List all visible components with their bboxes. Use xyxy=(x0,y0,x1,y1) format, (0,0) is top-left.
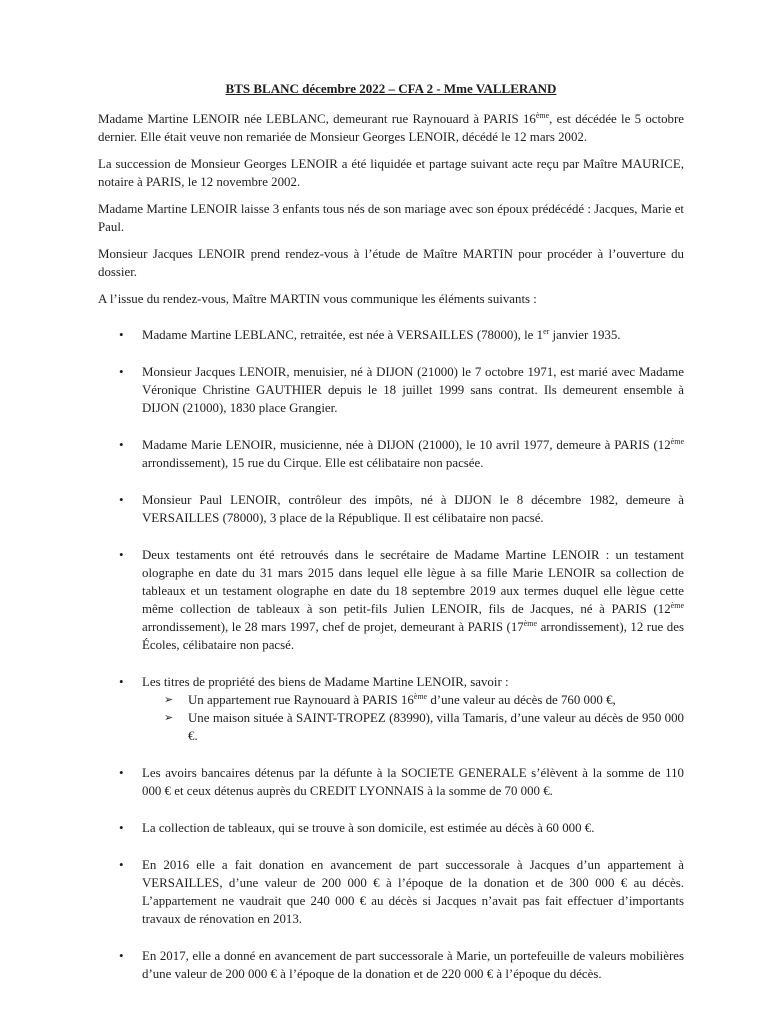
fact-item-properties xyxy=(98,673,684,745)
intro-paragraph-5: A l’issue du rendez-vous, Maître MARTIN vous communique les éléments suivants : xyxy=(98,292,537,306)
document-title: BTS BLANC décembre 2022 – CFA 2 - Mme VALLERAND xyxy=(225,81,557,96)
ordinal-suffix: ème xyxy=(413,692,428,701)
intro-paragraph-1: Madame Martine LENOIR née LEBLANC, demeurant rue Raynouard à PARIS 16ème, est décédée le 5 octobre dernier. Elle était veuve non remariée de Monsieur Georges LENOIR, décédé le 12 mars 2002. xyxy=(98,111,684,144)
fact-item-donation-2016 xyxy=(98,856,684,928)
fact-item-martine xyxy=(98,326,684,344)
ordinal-suffix: er xyxy=(543,327,550,336)
intro-paragraph-3: Madame Martine LENOIR laisse 3 enfants tous nés de son mariage avec son époux prédécédé : Jacques, Marie et Paul. xyxy=(98,202,684,234)
fact-text: Les avoirs bancaires détenus par la défunte à la SOCIETE GENERALE s’élèvent à la somme de 110 000 € et ceux détenus auprès du CREDIT LYONNAIS à la somme de 70 000 €. xyxy=(142,766,684,798)
ordinal-suffix: ème xyxy=(523,619,538,628)
fact-text: La collection de tableaux, qui se trouve à son domicile, est estimée au décès à 60 000 €. xyxy=(142,821,595,835)
fact-text: En 2017, elle a donné en avancement de part successorale à Marie, un portefeuille de valeurs mobilières d’une valeur de 200 000 € à l’époque de la donation et de 220 000 € à l’époque du décès. xyxy=(142,949,684,981)
ordinal-suffix: ème xyxy=(535,111,550,120)
fact-item-paul xyxy=(98,491,684,527)
property-item-house xyxy=(164,709,684,745)
fact-text: Monsieur Jacques LENOIR, menuisier, né à DIJON (21000) le 7 octobre 1971, est marié avec Madame Véronique Christine GAUTHIER depuis le 18 juillet 1999 sans contrat. Ils demeurent ensemble à DIJON (21000), 1830 place Grangier. xyxy=(142,365,684,415)
fact-item-donation-2017 xyxy=(98,947,684,983)
ordinal-suffix: ème xyxy=(670,437,684,446)
ordinal-suffix: ème xyxy=(670,601,684,610)
fact-item-bank-accounts xyxy=(98,764,684,800)
fact-text: Deux testaments ont été retrouvés dans le secrétaire de Madame Martine LENOIR : un testament olographe en date du 31 mars 2015 dans lequel elle lègue à sa fille Marie LENOIR sa collection de tableaux et un testament olographe en date du 18 septembre 2019 aux termes duquel elle lègue cette même collection de tableaux à son petit-fils Julien LENOIR, fils de Jacques, né à PARIS (12ème arrondissement), le 28 mars 1997, chef de projet, demeurant à PARIS (17ème arrondissement), 12 rue des Écoles, célibataire non pacsé. xyxy=(142,548,684,652)
fact-item-jacques xyxy=(98,363,684,417)
property-list xyxy=(142,691,684,745)
fact-item-paintings xyxy=(98,819,684,837)
fact-item-testaments xyxy=(98,546,684,654)
property-text: Une maison située à SAINT-TROPEZ (83990), villa Tamaris, d’une valeur au décès de 950 000 €. xyxy=(188,711,684,743)
fact-text: En 2016 elle a fait donation en avancement de part successorale à Jacques d’un appartement à VERSAILLES, d’une valeur de 200 000 € à l’époque de la donation et de 300 000 € au décès. L’appartement ne vaudrait que 240 000 € au décès si Jacques n’avait pas fait effectuer d’importants travaux de rénovation en 2013. xyxy=(142,858,684,926)
intro-paragraph-2: La succession de Monsieur Georges LENOIR a été liquidée et partage suivant acte reçu par Maître MAURICE, notaire à PARIS, le 12 novembre 2002. xyxy=(98,157,684,189)
intro-paragraph-4: Monsieur Jacques LENOIR prend rendez-vous à l’étude de Maître MARTIN pour procéder à l’ouverture du dossier. xyxy=(98,247,684,279)
document-page xyxy=(98,80,684,1002)
fact-text: Madame Martine LEBLANC, retraitée, est née à VERSAILLES (78000), le 1er janvier 1935. xyxy=(142,327,621,342)
property-item-apartment xyxy=(164,691,684,709)
fact-text: Les titres de propriété des biens de Madame Martine LENOIR, savoir : xyxy=(142,675,509,689)
fact-item-marie xyxy=(98,436,684,472)
property-text: Un appartement rue Raynouard à PARIS 16ème d’une valeur au décès de 760 000 €, xyxy=(188,692,616,707)
facts-list xyxy=(98,326,684,983)
fact-text: Madame Marie LENOIR, musicienne, née à DIJON (21000), le 10 avril 1977, demeure à PARIS (12ème arrondissement), 15 rue du Cirque. Elle est célibataire non pacsée. xyxy=(142,437,684,470)
fact-text: Monsieur Paul LENOIR, contrôleur des impôts, né à DIJON le 8 décembre 1982, demeure à VERSAILLES (78000), 3 place de la République. Il est célibataire non pacsé. xyxy=(142,493,684,525)
